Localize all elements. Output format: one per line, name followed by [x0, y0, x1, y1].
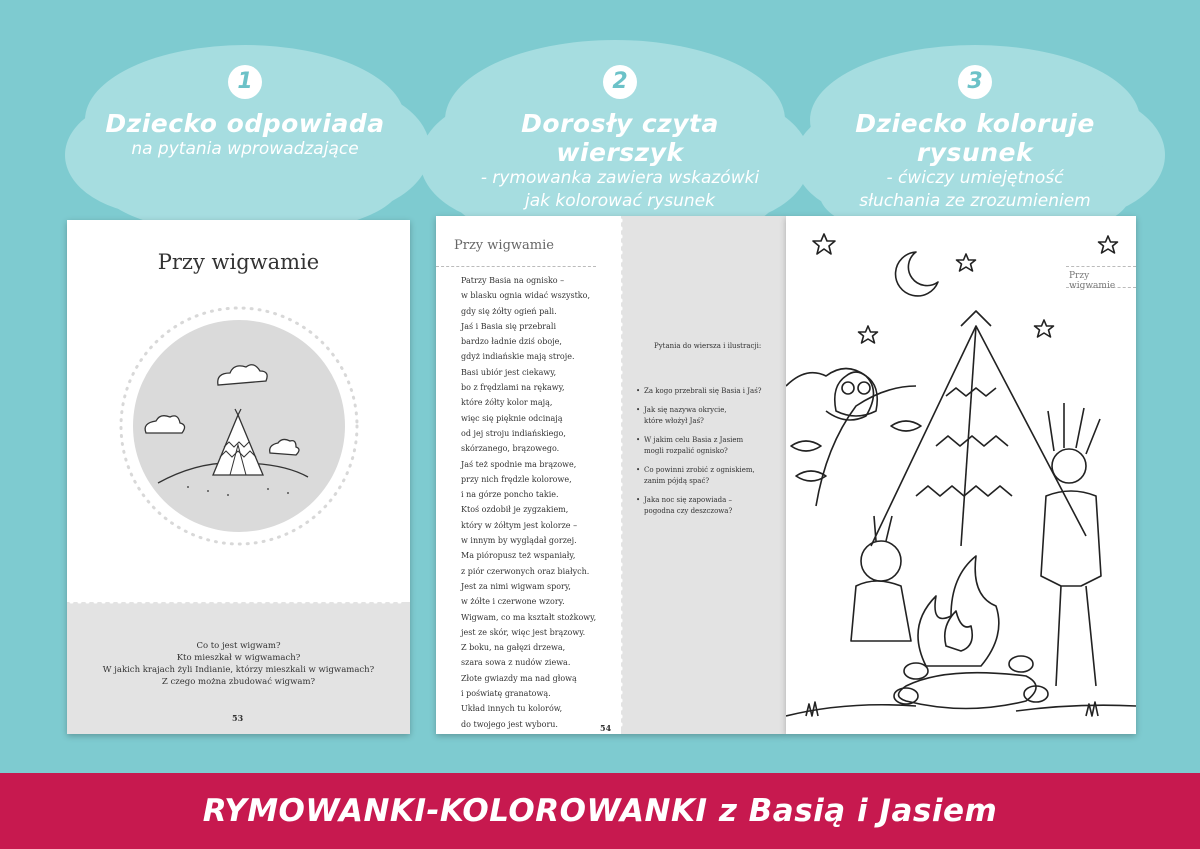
poem-line: więc się pięknie odcinają [461, 413, 563, 423]
page-2-poem [461, 273, 596, 732]
book-page-2 [436, 216, 786, 734]
page-3-tag: Przy wigwamie [1069, 271, 1116, 291]
page-2-question-line: które włożył Jaś? [644, 417, 704, 425]
bottom-banner [0, 773, 1200, 849]
poem-line: jest ze skór, więc jest brązowy. [461, 627, 586, 637]
poem-line: w innym by wyglądał gorzej. [461, 536, 577, 546]
page-2-questions [636, 386, 762, 525]
page-2-question-line: • Co powinni zrobić z ogniskiem, [644, 466, 755, 474]
page-2-question [636, 435, 762, 457]
book-page-1 [67, 220, 410, 734]
star-icon [1099, 236, 1118, 253]
page-2-question [636, 386, 762, 397]
poem-line: w żółte i czerwone wzory. [461, 597, 565, 607]
star-icon [813, 234, 835, 254]
poem-line: Z boku, na gałęzi drzewa, [461, 643, 566, 653]
poem-line: w blasku ognia widać wszystko, [461, 291, 590, 301]
poem-line: gdyż indiańskie mają stroje. [461, 352, 575, 362]
page-2-question [636, 405, 762, 427]
poem-line: szara sowa z nudów ziewa. [461, 658, 571, 668]
star-icon [957, 254, 976, 271]
moon-icon [896, 252, 938, 296]
page-2-question-line: pogodna czy deszczowa? [644, 507, 733, 515]
page-2-title: Przy wigwamie [454, 238, 554, 253]
step-2-subtitle-line-1: - rymowanka zawiera wskazówki [480, 168, 760, 188]
step-1 [95, 65, 395, 161]
poem-line: gdy się żółty ogień pali. [461, 306, 557, 316]
owl-icon [835, 372, 878, 416]
page-1-question-1: Co to jest wigwam? [196, 641, 281, 651]
page-1-question-4: Z czego można zbudować wigwam? [161, 677, 316, 687]
wigwam-circle-illustration [118, 305, 360, 547]
poem-line: Ktoś ozdobił je zygzakiem, [461, 505, 569, 515]
step-2-title: Dorosły czyta wierszyk [521, 109, 719, 167]
page-1-number: 53 [232, 713, 244, 723]
page-2-question-line: • Za kogo przebrali się Basia i Jaś? [644, 387, 762, 395]
page-1-title: Przy wigwamie [157, 250, 320, 274]
poem-line: Jaś i Basia się przebrali [461, 321, 557, 331]
poem-line: skórzanego, brązowego. [461, 444, 560, 454]
poem-line: Patrzy Basia na ognisko – [461, 276, 565, 285]
page-1-question-2: Kto mieszkał w wigwamach? [176, 653, 301, 663]
page-2-questions-heading: Pytania do wiersza i ilustracji: [654, 342, 762, 350]
poem-line: i poświatę granatową. [461, 689, 551, 699]
step-2-number: 2 [603, 65, 637, 99]
page-2-dotted-divider [617, 216, 625, 734]
page-2-question-line: • Jaka noc się zapowiada – [644, 496, 733, 504]
page-2-number: 54 [600, 723, 612, 733]
step-3-number: 3 [958, 65, 992, 99]
step-1-subtitle-line-1: na pytania wprowadzające [131, 139, 359, 159]
book-page-3 [786, 216, 1136, 734]
step-3-subtitle-line-1: - ćwiczy umiejętność [886, 168, 1064, 188]
step-2 [460, 65, 780, 213]
poem-line: bardzo ładnie dziś oboje, [461, 337, 562, 347]
page-2-question-line: • W jakim celu Basia z Jasiem [644, 436, 744, 444]
poem-line: Wigwam, co ma kształt stożkowy, [461, 612, 597, 622]
page-2-question-line: zanim pójdą spać? [644, 477, 710, 485]
page-2-question-line: • Jak się nazywa okrycie, [644, 406, 727, 414]
poem-line: przy nich frędzle kolorowe, [461, 474, 572, 484]
poem-line: Basi ubiór jest ciekawy, [461, 367, 557, 377]
step-1-title: Dziecko odpowiada [105, 109, 385, 138]
poem-line: który w żółtym jest kolorze – [461, 520, 578, 530]
page-2-question-line: mogli rozpalić ognisko? [644, 447, 728, 455]
poem-line: Układ innych tu kolorów, [461, 704, 563, 714]
coloring-illustration [786, 216, 1136, 734]
poem-line: Jaś też spodnie ma brązowe, [461, 459, 577, 469]
poem-line: do twojego jest wyboru. [461, 719, 558, 729]
step-3-title: Dziecko koloruje rysunek [855, 109, 1095, 167]
poem-line: od jej stroju indiańskiego, [461, 428, 566, 438]
star-icon [1035, 320, 1054, 337]
step-1-number: 1 [228, 65, 262, 99]
poem-line: które żółty kolor mają, [461, 398, 553, 408]
page-1-questions [67, 640, 410, 688]
poem-line: bo z frędzlami na rękawy, [461, 383, 565, 393]
step-3-subtitle-line-2: słuchania ze zrozumieniem [859, 191, 1091, 211]
banner-title: RYMOWANKI-KOLOROWANKI z Basią i Jasiem [202, 793, 998, 829]
poem-line: Ma pióropusz też wspaniały, [461, 551, 576, 561]
step-2-subtitle-line-2: jak kolorować rysunek [525, 191, 715, 211]
page-2-question [636, 495, 762, 517]
poem-line: Jest za nimi wigwam spory, [461, 581, 571, 591]
page-2-question [636, 465, 762, 487]
poem-line: z piór czerwonych oraz białych. [461, 566, 590, 576]
page-1-dotted-divider [67, 598, 410, 606]
poem-line: i na górze poncho takie. [461, 490, 559, 500]
page-1-question-3: W jakich krajach żyli Indianie, którzy mieszkali w wigwamach? [102, 665, 375, 675]
star-icon [859, 326, 878, 343]
poem-line: Złote gwiazdy ma nad głową [461, 673, 577, 683]
step-3 [815, 65, 1135, 213]
